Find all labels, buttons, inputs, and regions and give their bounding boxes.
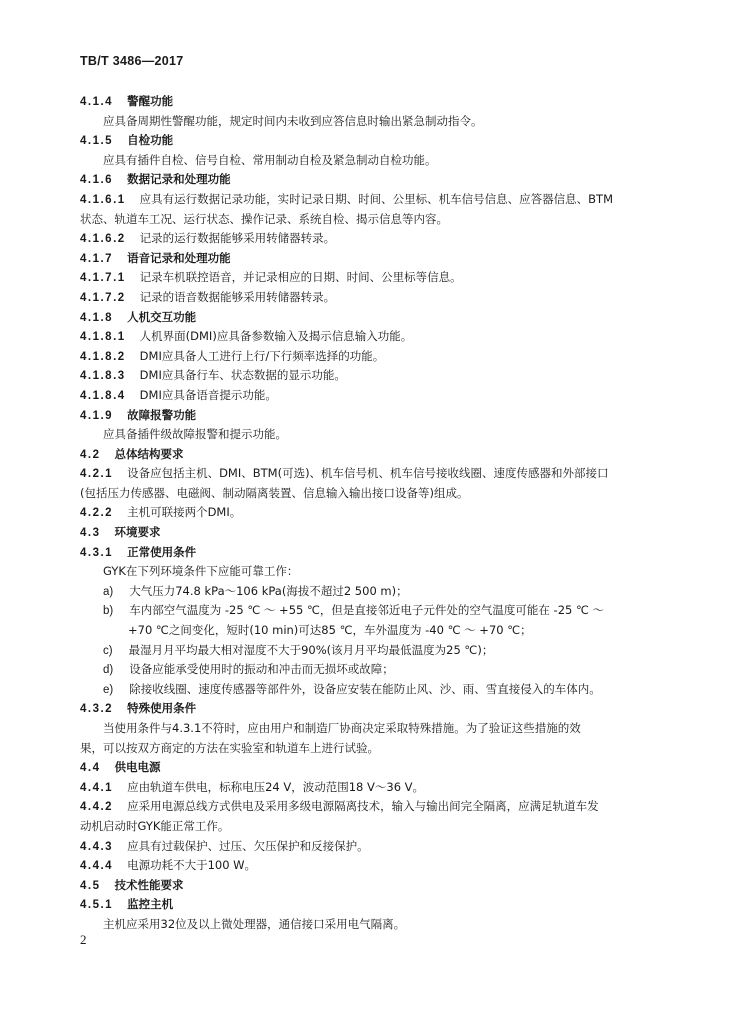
clause-text: 应采用电源总线方式供电及采用多级电源隔离技术，输入与输出间完全隔离，应满足轨道车发 — [127, 799, 599, 814]
clause-number: 4.4 — [80, 762, 101, 775]
clause-number: 4.5 — [80, 879, 101, 892]
clause-text: 监控主机 — [127, 897, 174, 912]
clause-number: 4.2.2 — [80, 507, 114, 520]
clause-text: 应具有插件自检、信号自检、常用制动自检及紧急制动自检功能。 — [103, 152, 437, 167]
numbered-clause — [80, 386, 648, 406]
list-item — [80, 601, 648, 621]
clause-text: 应具有运行数据记录功能，实时记录日期、时间、公里标、机车信号信息、应答器信息、BTM — [139, 191, 614, 206]
clause-number: 4.2.1 — [80, 468, 114, 481]
clause-text: 除接收线圈、速度传感器等部件外，设备应安装在能防止风、沙、雨、雪直接侵入的车体内。 — [129, 681, 601, 696]
clause-text: DMI应具备行车、状态数据的显示功能。 — [139, 368, 346, 383]
clause-text: 大气压力74.8 kPa～106 kPa(海拔不超过2 500 m)； — [129, 583, 408, 598]
paragraph-continuation — [80, 817, 648, 837]
clause-text: 最湿月月平均最大相对湿度不大于90%(该月月平均最低温度为25 ℃)； — [128, 642, 494, 657]
clause-text: 语音记录和处理功能 — [127, 250, 231, 265]
numbered-clause — [80, 797, 648, 817]
list-item — [80, 582, 648, 602]
clause-text: 电源功耗不大于100 W。 — [127, 858, 257, 873]
clause-text: 供电电源 — [114, 760, 161, 775]
section-heading — [80, 308, 648, 328]
paragraph-line — [80, 151, 648, 171]
clause-text: 应具备插件级故障报警和提示功能。 — [103, 427, 287, 442]
clause-number: 4.3.2 — [80, 703, 114, 716]
clause-number: c) — [103, 644, 113, 657]
paragraph-continuation — [80, 484, 648, 504]
clause-number: 4.5.1 — [80, 899, 114, 912]
clause-number: 4.1.6 — [80, 174, 114, 187]
section-heading — [80, 406, 648, 426]
clause-number: 4.1.5 — [80, 135, 114, 148]
clause-text: 设备应能承受使用时的振动和冲击而无损坏或故障； — [129, 662, 394, 677]
clause-number: 4.4.4 — [80, 860, 114, 873]
section-heading — [80, 523, 648, 543]
clause-number: 4.1.8 — [80, 311, 114, 324]
clause-text: 应具备周期性警醒功能，规定时间内未收到应答信息时输出紧急制动指令。 — [103, 113, 483, 128]
numbered-clause — [80, 229, 648, 249]
paragraph-line — [80, 915, 648, 935]
paragraph-line — [80, 112, 648, 132]
section-heading — [80, 170, 648, 190]
numbered-clause — [80, 190, 648, 210]
clause-text: DMI应具备人工进行上行/下行频率选择的功能。 — [139, 348, 385, 363]
clause-number: 4.1.8.3 — [80, 370, 126, 383]
clause-text: 总体结构要求 — [114, 446, 184, 461]
document-id: TB/T 3486—2017 — [80, 54, 184, 68]
clause-number: 4.2 — [80, 448, 101, 461]
clause-text: (包括压力传感器、电磁阀、制动隔离装置、信息输入输出接口设备等)组成。 — [80, 485, 469, 500]
numbered-clause — [80, 347, 648, 367]
clause-text: DMI应具备语音提示功能。 — [139, 387, 277, 402]
list-item — [80, 660, 648, 680]
numbered-clause — [80, 464, 648, 484]
clause-text: 故障报警功能 — [127, 407, 197, 422]
clause-text: 果，可以按双方商定的方法在实验室和轨道车上进行试验。 — [80, 740, 379, 755]
clause-text: 动机启动时GYK能正常工作。 — [80, 818, 230, 833]
clause-text: 状态、轨道车工况、运行状态、操作记录、系统自检、揭示信息等内容。 — [80, 211, 448, 226]
clause-number: 4.1.6.2 — [80, 233, 126, 246]
clause-number: 4.3 — [80, 527, 101, 540]
numbered-clause — [80, 366, 648, 386]
clause-number: d) — [103, 664, 114, 677]
clause-number: 4.1.7.1 — [80, 272, 126, 285]
clause-number: 4.4.2 — [80, 801, 114, 814]
list-item — [80, 680, 648, 700]
numbered-clause — [80, 327, 648, 347]
clause-number: 4.1.8.2 — [80, 350, 126, 363]
clause-text: 设备应包括主机、DMI、BTM(可选)、机车信号机、机车信号接收线圈、速度传感器和外部接口 — [127, 466, 609, 481]
numbered-clause — [80, 778, 648, 798]
numbered-clause — [80, 856, 648, 876]
section-heading — [80, 92, 648, 112]
clause-text: 记录车机联控语音，并记录相应的日期、时间、公里标等信息。 — [139, 270, 462, 285]
paragraph-continuation — [80, 210, 648, 230]
list-item-continuation — [80, 621, 648, 641]
section-heading — [80, 758, 648, 778]
page-number: 2 — [80, 932, 87, 947]
clause-number: 4.3.1 — [80, 546, 114, 559]
paragraph-continuation — [80, 739, 648, 759]
clause-text: 特殊使用条件 — [127, 701, 197, 716]
clause-text: 正常使用条件 — [127, 544, 197, 559]
section-heading — [80, 445, 648, 465]
clause-text: 人机界面(DMI)应具备参数输入及揭示信息输入功能。 — [139, 329, 413, 344]
clause-text: 当使用条件与4.3.1不符时，应由用户和制造厂协商决定采取特殊措施。为了验证这些措施的效 — [103, 721, 581, 735]
clause-text: 警醒功能 — [127, 94, 174, 108]
clause-text: 记录的运行数据能够采用转储器转录。 — [139, 231, 336, 246]
clause-number: 4.4.1 — [80, 781, 114, 794]
paragraph-line — [80, 425, 648, 445]
clause-number: 4.1.8.1 — [80, 331, 126, 344]
clause-text: 车内部空气温度为 -25 ℃ ～ +55 ℃，但是直接邻近电子元件处的空气温度可能在 -25 ℃ ～ — [129, 603, 605, 618]
clause-number: 4.1.9 — [80, 409, 114, 422]
list-item — [80, 641, 648, 661]
clause-text: +70 ℃之间变化，短时(10 min)可达85 ℃，车外温度为 -40 ℃ ～ +70 ℃； — [128, 623, 532, 638]
clause-number: 4.1.6.1 — [80, 193, 126, 206]
clause-text: 环境要求 — [114, 525, 161, 540]
section-heading — [80, 699, 648, 719]
section-heading — [80, 131, 648, 151]
clause-text: 应具有过载保护、过压、欠压保护和反接保护。 — [127, 838, 369, 853]
clause-number: b) — [103, 605, 114, 618]
clause-text: 数据记录和处理功能 — [127, 172, 231, 187]
clause-number: 4.1.7.2 — [80, 291, 126, 304]
numbered-clause — [80, 837, 648, 857]
document-body — [80, 92, 648, 935]
clause-number: a) — [103, 585, 114, 598]
section-heading — [80, 249, 648, 269]
clause-text: 主机应采用32位及以上微处理器，通信接口采用电气隔离。 — [103, 916, 406, 931]
paragraph-line — [80, 562, 648, 582]
section-heading — [80, 895, 648, 915]
clause-number: 4.1.4 — [80, 96, 114, 108]
clause-text: 记录的语音数据能够采用转储器转录。 — [139, 289, 336, 304]
clause-text: GYK在下列环境条件下应能可靠工作： — [103, 564, 299, 579]
clause-number: 4.1.7 — [80, 252, 114, 265]
clause-number: 4.1.8.4 — [80, 389, 126, 402]
clause-text: 人机交互功能 — [127, 309, 197, 324]
clause-text: 主机可联接两个DMI。 — [127, 505, 242, 520]
paragraph-line — [80, 719, 648, 739]
clause-text: 技术性能要求 — [114, 877, 184, 892]
clause-text: 自检功能 — [127, 133, 174, 148]
numbered-clause — [80, 503, 648, 523]
clause-number: 4.4.3 — [80, 840, 114, 853]
numbered-clause — [80, 288, 648, 308]
numbered-clause — [80, 268, 648, 288]
section-heading — [80, 876, 648, 896]
clause-text: 应由轨道车供电，标称电压24 V，波动范围18 V～36 V。 — [127, 779, 425, 794]
clause-number: e) — [103, 683, 114, 696]
section-heading — [80, 543, 648, 563]
